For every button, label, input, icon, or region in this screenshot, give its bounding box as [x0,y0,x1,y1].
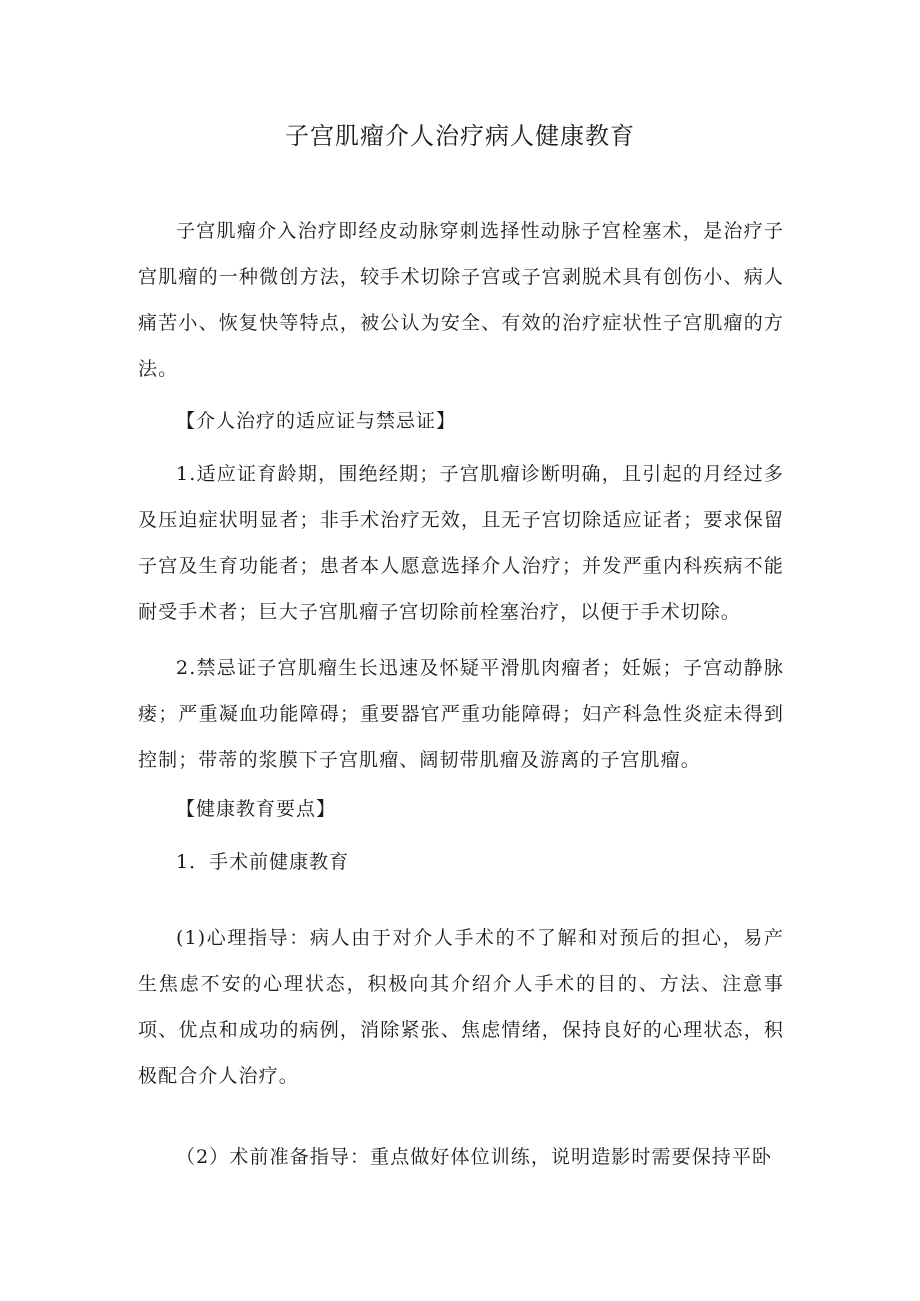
psych-guidance-paragraph: (1)心理指导：病人由于对介人手术的不了解和对预后的担心，易产生焦虑不安的心理状态，积极向其介绍介人手术的目的、方法、注意事项、优点和成功的病例，消除紧张、焦虑情绪，保持良好的心理状态，积极配合介人治疗。 [138,927,784,1087]
contraindications-paragraph: 2.禁忌证子宫肌瘤生长迅速及怀疑平滑肌肉瘤者；妊娠；子宫动静脉瘘；严重凝血功能障碍；重要器官严重功能障碍；妇产科急性炎症未得到控制；带蒂的浆膜下子宫肌瘤、阔韧带肌瘤及游离的子宫肌瘤。 [138,657,784,771]
intro-paragraph: 子宫肌瘤介入治疗即经皮动脉穿刺选择性动脉子宫栓塞术，是治疗子宫肌瘤的一种微创方法，较手术切除子宫或子宫剥脱术具有创伤小、病人痛苦小、恢复快等特点，被公认为安全、有效的治疗症状性子宫肌瘤的方法。 [138,220,784,380]
indications-paragraph: 1.适应证育龄期，围绝经期；子宫肌瘤诊断明确，且引起的月经过多及压迫症状明显者；非手术治疗无效，且无子宫切除适应证者；要求保留子宫及生育功能者；患者本人愿意选择介人治疗；并发严重内科疾病不能耐受手术者；巨大子宫肌瘤子宫切除前栓塞治疗，以便于手术切除。 [138,463,784,623]
document-title: 子宫肌瘤介人治疗病人健康教育 [285,122,635,150]
subsection-heading-preop: 1．手术前健康教育 [176,851,350,873]
preop-guidance-paragraph: （2）术前准备指导：重点做好体位训练，说明造影时需要保持平卧 [176,1146,773,1168]
section-heading-indications: 【介人治疗的适应证与禁忌证】 [176,410,457,432]
section-heading-education: 【健康教育要点】 [176,798,337,820]
